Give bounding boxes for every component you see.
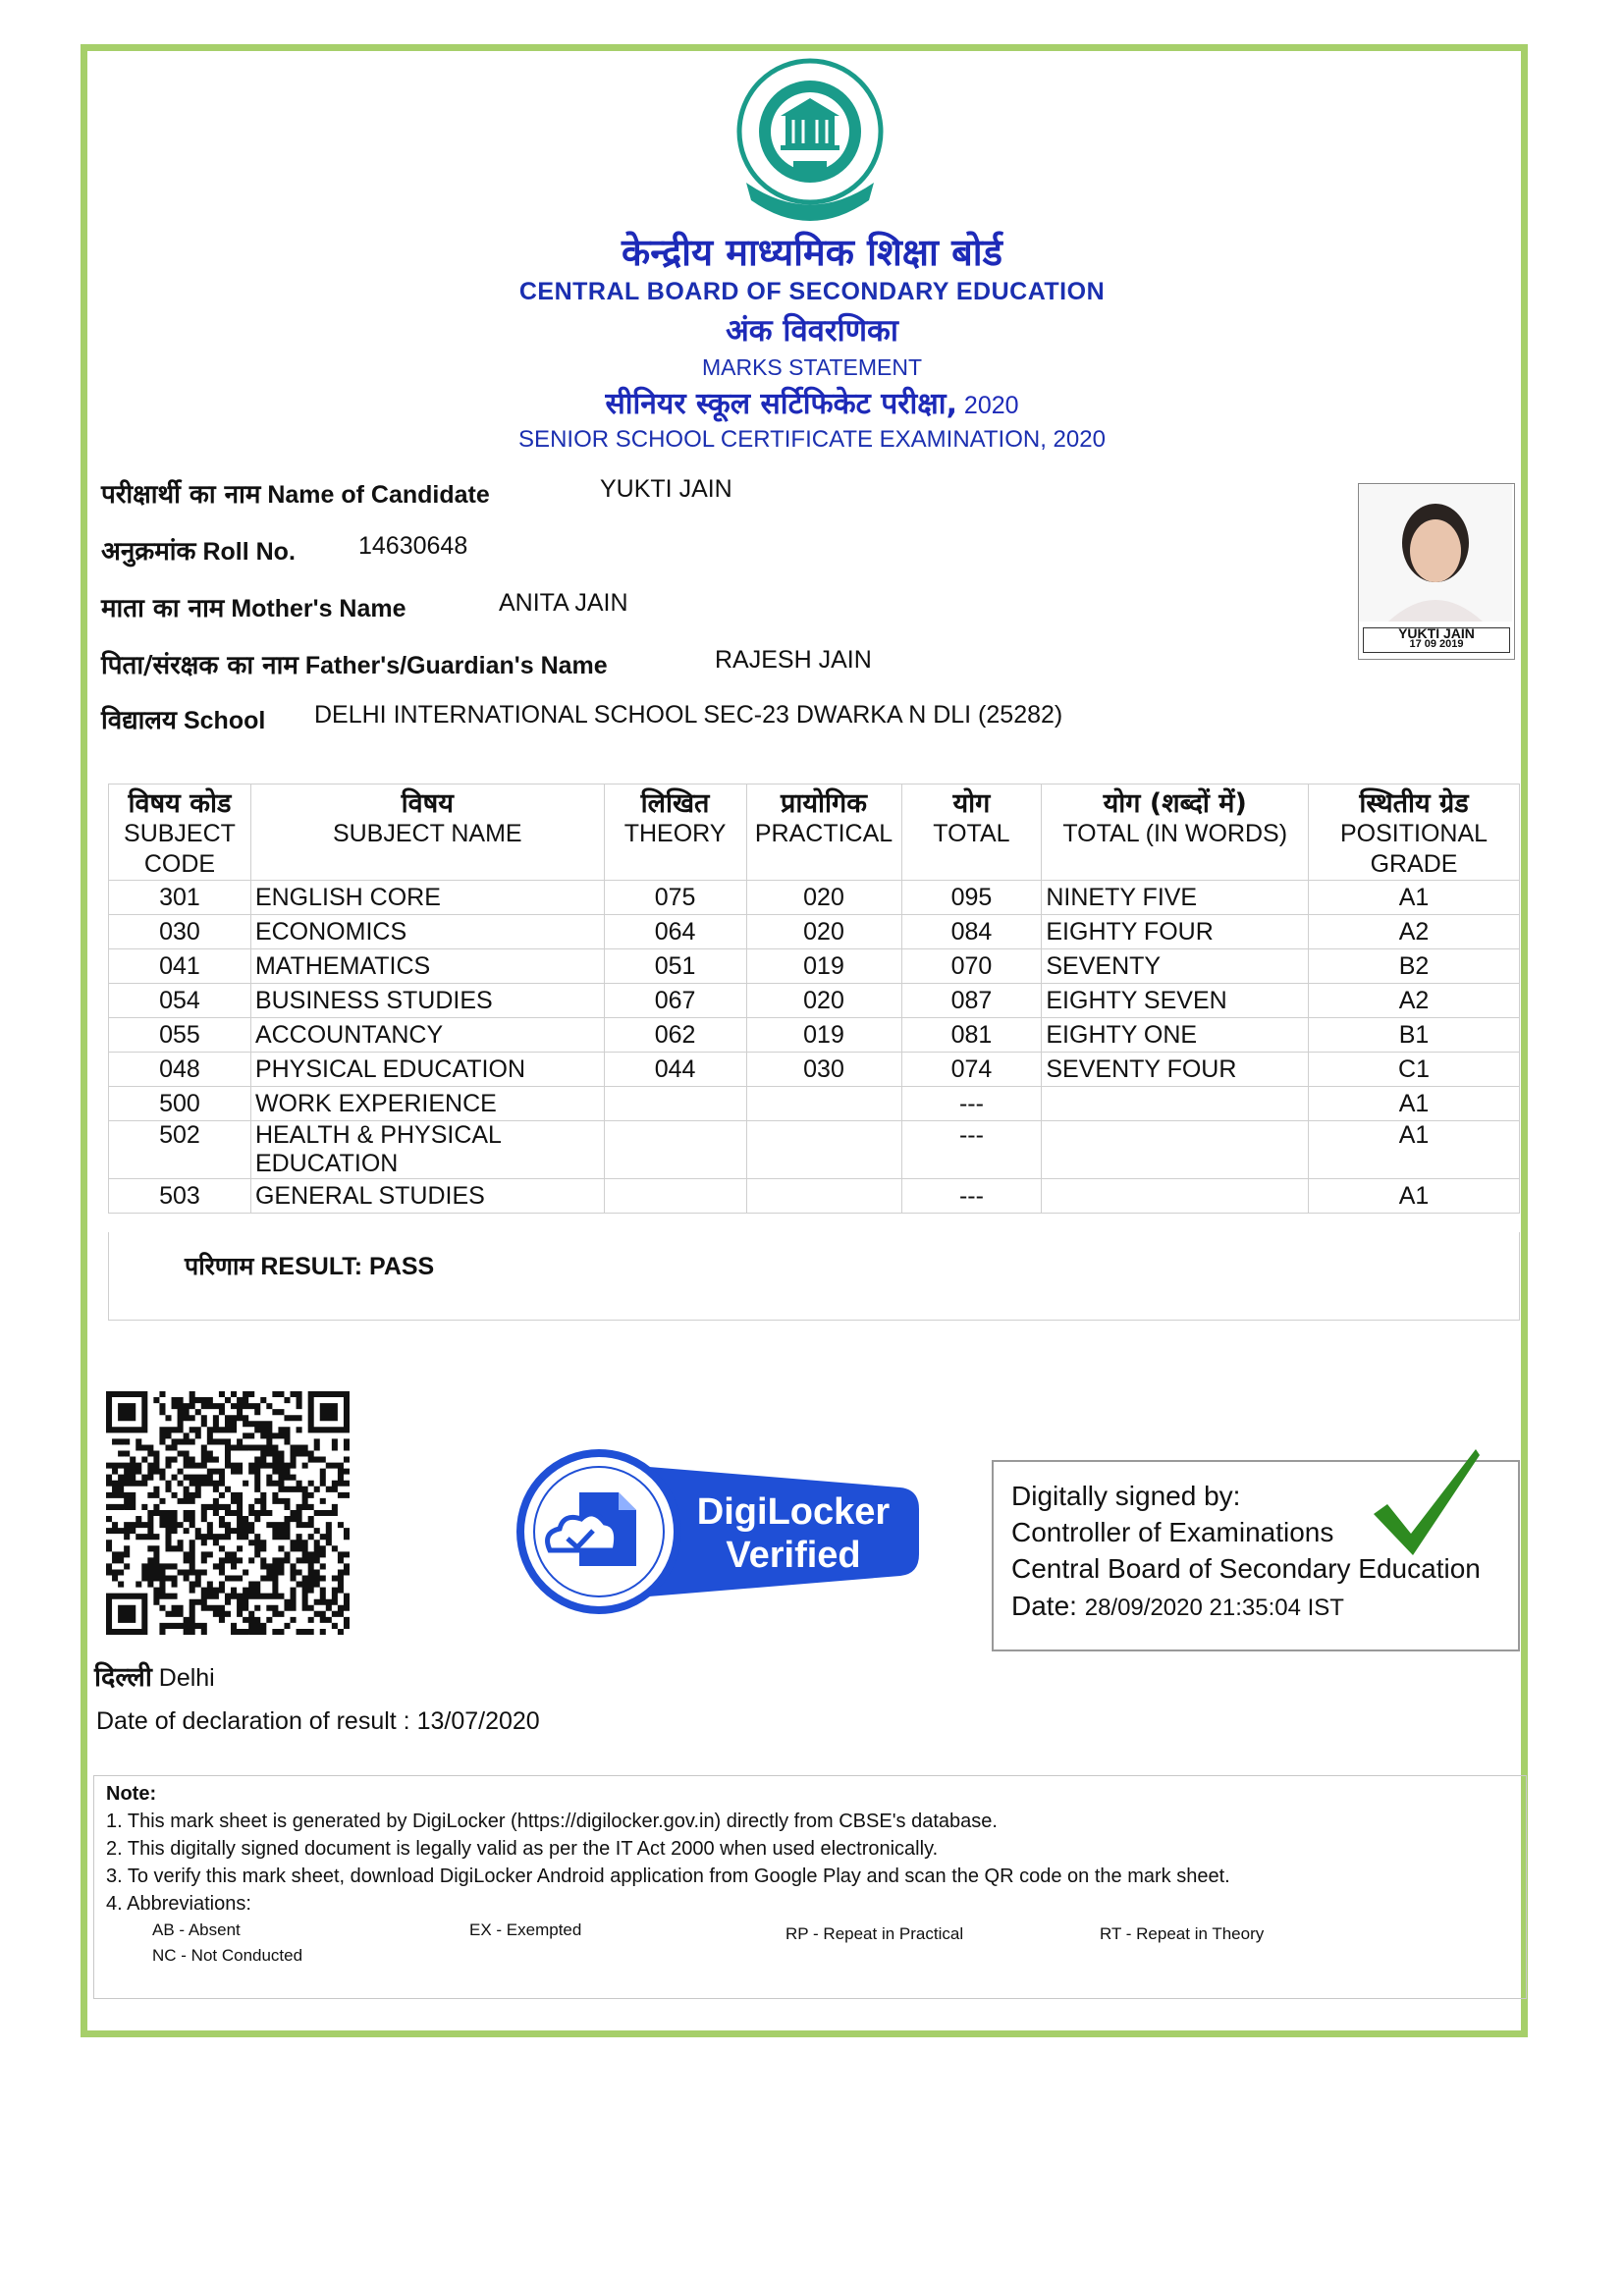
subject-name: ACCOUNTANCY [250,1018,604,1053]
positional-grade: A1 [1309,1179,1520,1214]
practical-marks [746,1179,901,1214]
result-line [185,1249,434,1282]
signature-line-1: Digitally signed by: [1011,1481,1241,1511]
header-theory [604,784,746,881]
school-label: School [183,707,266,734]
positional-grade: A1 [1309,1087,1520,1121]
notes-title: Note: [106,1783,157,1805]
practical-marks: 020 [746,984,901,1018]
positional-grade: A2 [1309,915,1520,949]
header-english-2: GRADE [1370,850,1458,878]
subject-name: PHYSICAL EDUCATION [250,1053,604,1087]
digilocker-line-1: DigiLocker [696,1491,891,1533]
header-english: TOTAL [933,820,1010,847]
place-english: Delhi [158,1664,215,1692]
positional-grade: C1 [1309,1053,1520,1087]
photo-caption-name: YUKTI JAIN [1398,625,1475,641]
subject-name-line-1: HEALTH & PHYSICAL [254,1121,502,1149]
note-item: 2. This digitally signed document is legally valid as per the IT Act 2000 when used electronically. [106,1838,939,1860]
father-label: Father's/Guardian's Name [304,652,608,679]
subject-name: WORK EXPERIENCE [250,1087,604,1121]
table-row [109,881,1520,915]
school-row [101,701,1063,736]
subject-code: 503 [109,1179,251,1214]
header-practical [746,784,901,881]
practical-marks: 020 [746,881,901,915]
header-english: TOTAL (IN WORDS) [1062,820,1288,847]
total-marks: 087 [901,984,1042,1018]
subject-name: BUSINESS STUDIES [250,984,604,1018]
candidate-photo [1358,483,1515,660]
subject-name-line-2: EDUCATION [254,1150,399,1177]
declaration-date: 13/07/2020 [416,1707,540,1735]
subject-code: 041 [109,949,251,984]
roll-number-value: 14630648 [358,532,468,560]
signature-date-label: Date: [1011,1591,1077,1621]
exam-year: 2020 [956,392,1019,419]
theory-marks: 044 [604,1053,746,1087]
roll-number-row [101,532,468,568]
qr-code[interactable] [106,1391,350,1635]
result-value: RESULT: PASS [260,1253,435,1280]
board-name-english: CENTRAL BOARD OF SECONDARY EDUCATION [518,278,1106,305]
statement-title-english: MARKS STATEMENT [701,354,923,380]
signature-line-3: Central Board of Secondary Education [1011,1553,1481,1584]
subject-code: 502 [109,1121,251,1179]
table-row [109,1087,1520,1121]
marks-table [108,784,1520,1214]
abbreviation: AB - Absent [152,1920,241,1939]
roll-label-hindi: अनुक्रमांक [101,537,196,567]
abbreviation: EX - Exempted [469,1920,582,1939]
header-total-words [1042,784,1309,881]
theory-marks [604,1179,746,1214]
total-marks: 095 [901,881,1042,915]
table-header-row [109,784,1520,881]
place-of-issue [94,1657,215,1694]
note-item: 1. This mark sheet is generated by DigiLocker (https://digilocker.gov.in) directly from CBSE's database. [106,1811,998,1832]
header-hindi: योग [952,788,991,819]
total-marks: 084 [901,915,1042,949]
declaration-label: Date of declaration of result : [96,1707,410,1735]
candidate-name-value: YUKTI JAIN [600,475,732,503]
theory-marks: 051 [604,949,746,984]
header-subject-code [109,784,251,881]
subject-name: GENERAL STUDIES [250,1179,604,1214]
total-in-words: EIGHTY ONE [1042,1018,1309,1053]
theory-marks: 067 [604,984,746,1018]
header-english: POSITIONAL [1340,820,1489,847]
header-english: SUBJECT [124,820,236,847]
exam-title-hindi [0,382,1624,422]
subject-code: 048 [109,1053,251,1087]
mother-label-hindi: माता का नाम [101,594,225,623]
practical-marks: 020 [746,915,901,949]
total-in-words: SEVENTY FOUR [1042,1053,1309,1087]
table-row [109,949,1520,984]
theory-marks: 075 [604,881,746,915]
total-in-words [1042,1179,1309,1214]
positional-grade: A2 [1309,984,1520,1018]
subject-name: ECONOMICS [250,915,604,949]
signature-line-2: Controller of Examinations [1011,1517,1334,1547]
declaration-date-line [96,1707,540,1736]
total-marks: 070 [901,949,1042,984]
positional-grade: B1 [1309,1018,1520,1053]
table-row [109,1053,1520,1087]
total-in-words: SEVENTY [1042,949,1309,984]
header-hindi: विषय कोड [128,788,232,819]
header-hindi: प्रायोगिक [781,788,867,819]
cbse-logo [727,55,893,232]
exam-title-english: SENIOR SCHOOL CERTIFICATE EXAMINATION, 2020 [518,426,1106,453]
header-hindi: विषय [401,788,454,819]
theory-marks [604,1121,746,1179]
abbreviation: RT - Repeat in Theory [1100,1924,1265,1943]
total-in-words: EIGHTY FOUR [1042,915,1309,949]
mother-name-row [101,589,628,624]
header-english: THEORY [623,820,727,847]
total-marks: --- [901,1179,1042,1214]
school-label-hindi: विद्यालय [101,706,178,735]
result-label-hindi: परिणाम [185,1252,254,1280]
abbreviation: NC - Not Conducted [152,1946,303,1965]
theory-marks [604,1087,746,1121]
total-in-words: NINETY FIVE [1042,881,1309,915]
table-row [109,1018,1520,1053]
place-hindi: दिल्ली [94,1662,152,1693]
theory-marks: 064 [604,915,746,949]
header-hindi: लिखित [640,788,710,819]
candidate-photo-image [1359,484,1512,622]
practical-marks [746,1121,901,1179]
subject-name: MATHEMATICS [250,949,604,984]
candidate-name-label: Name of Candidate [267,481,490,509]
signature-date: 28/09/2020 21:35:04 IST [1084,1595,1344,1621]
positional-grade: A1 [1309,881,1520,915]
digilocker-label [695,1490,892,1577]
statement-title-hindi: अंक विवरणिका [726,313,898,349]
header-english-2: CODE [143,850,216,878]
roll-label: Roll No. [202,538,296,566]
header-hindi: स्थितीय ग्रेड [1359,788,1469,819]
table-row [109,984,1520,1018]
subject-code: 055 [109,1018,251,1053]
subject-name [250,1121,604,1179]
father-name-row [101,646,872,681]
practical-marks: 030 [746,1053,901,1087]
practical-marks: 019 [746,949,901,984]
table-row [109,1121,1520,1179]
total-marks: 074 [901,1053,1042,1087]
abbreviation: RP - Repeat in Practical [785,1924,964,1943]
father-label-hindi: पिता/संरक्षक का नाम [101,651,298,680]
note-item: 4. Abbreviations: [106,1893,251,1915]
digilocker-line-2: Verified [726,1535,861,1576]
header-total [901,784,1042,881]
photo-caption [1363,627,1510,653]
header-grade [1309,784,1520,881]
subject-name: ENGLISH CORE [250,881,604,915]
subject-code: 301 [109,881,251,915]
note-item: 3. To verify this mark sheet, download DigiLocker Android application from Google Play and scan the QR code on the mark sheet. [106,1865,1230,1887]
table-row [109,915,1520,949]
table-row [109,1179,1520,1214]
school-value: DELHI INTERNATIONAL SCHOOL SEC-23 DWARKA N DLI (25282) [314,701,1063,729]
total-in-words [1042,1087,1309,1121]
subject-code: 500 [109,1087,251,1121]
header-english: PRACTICAL [754,820,893,847]
mother-name-value: ANITA JAIN [499,589,628,617]
header-hindi: योग (शब्दों में) [1103,788,1247,819]
subject-code: 054 [109,984,251,1018]
father-name-value: RAJESH JAIN [715,646,872,674]
positional-grade: B2 [1309,949,1520,984]
practical-marks: 019 [746,1018,901,1053]
subject-code: 030 [109,915,251,949]
exam-title-hindi-text: सीनियर स्कूल सर्टिफिकेट परीक्षा, [605,387,957,421]
positional-grade: A1 [1309,1121,1520,1179]
header-english: SUBJECT NAME [332,820,522,847]
theory-marks: 062 [604,1018,746,1053]
header-subject-name [250,784,604,881]
practical-marks [746,1087,901,1121]
total-in-words [1042,1121,1309,1179]
board-name-hindi: केन्द्रीय माध्यमिक शिक्षा बोर्ड [622,231,1002,274]
total-in-words: EIGHTY SEVEN [1042,984,1309,1018]
photo-caption-date: 17 09 2019 [1409,638,1464,650]
checkmark-icon [1370,1445,1483,1558]
candidate-name-row [101,475,732,511]
total-marks: 081 [901,1018,1042,1053]
total-marks: --- [901,1121,1042,1179]
candidate-name-label-hindi: परीक्षार्थी का नाम [101,480,261,510]
signature-date-line [1011,1591,1344,1622]
mother-label: Mother's Name [231,595,406,622]
total-marks: --- [901,1087,1042,1121]
